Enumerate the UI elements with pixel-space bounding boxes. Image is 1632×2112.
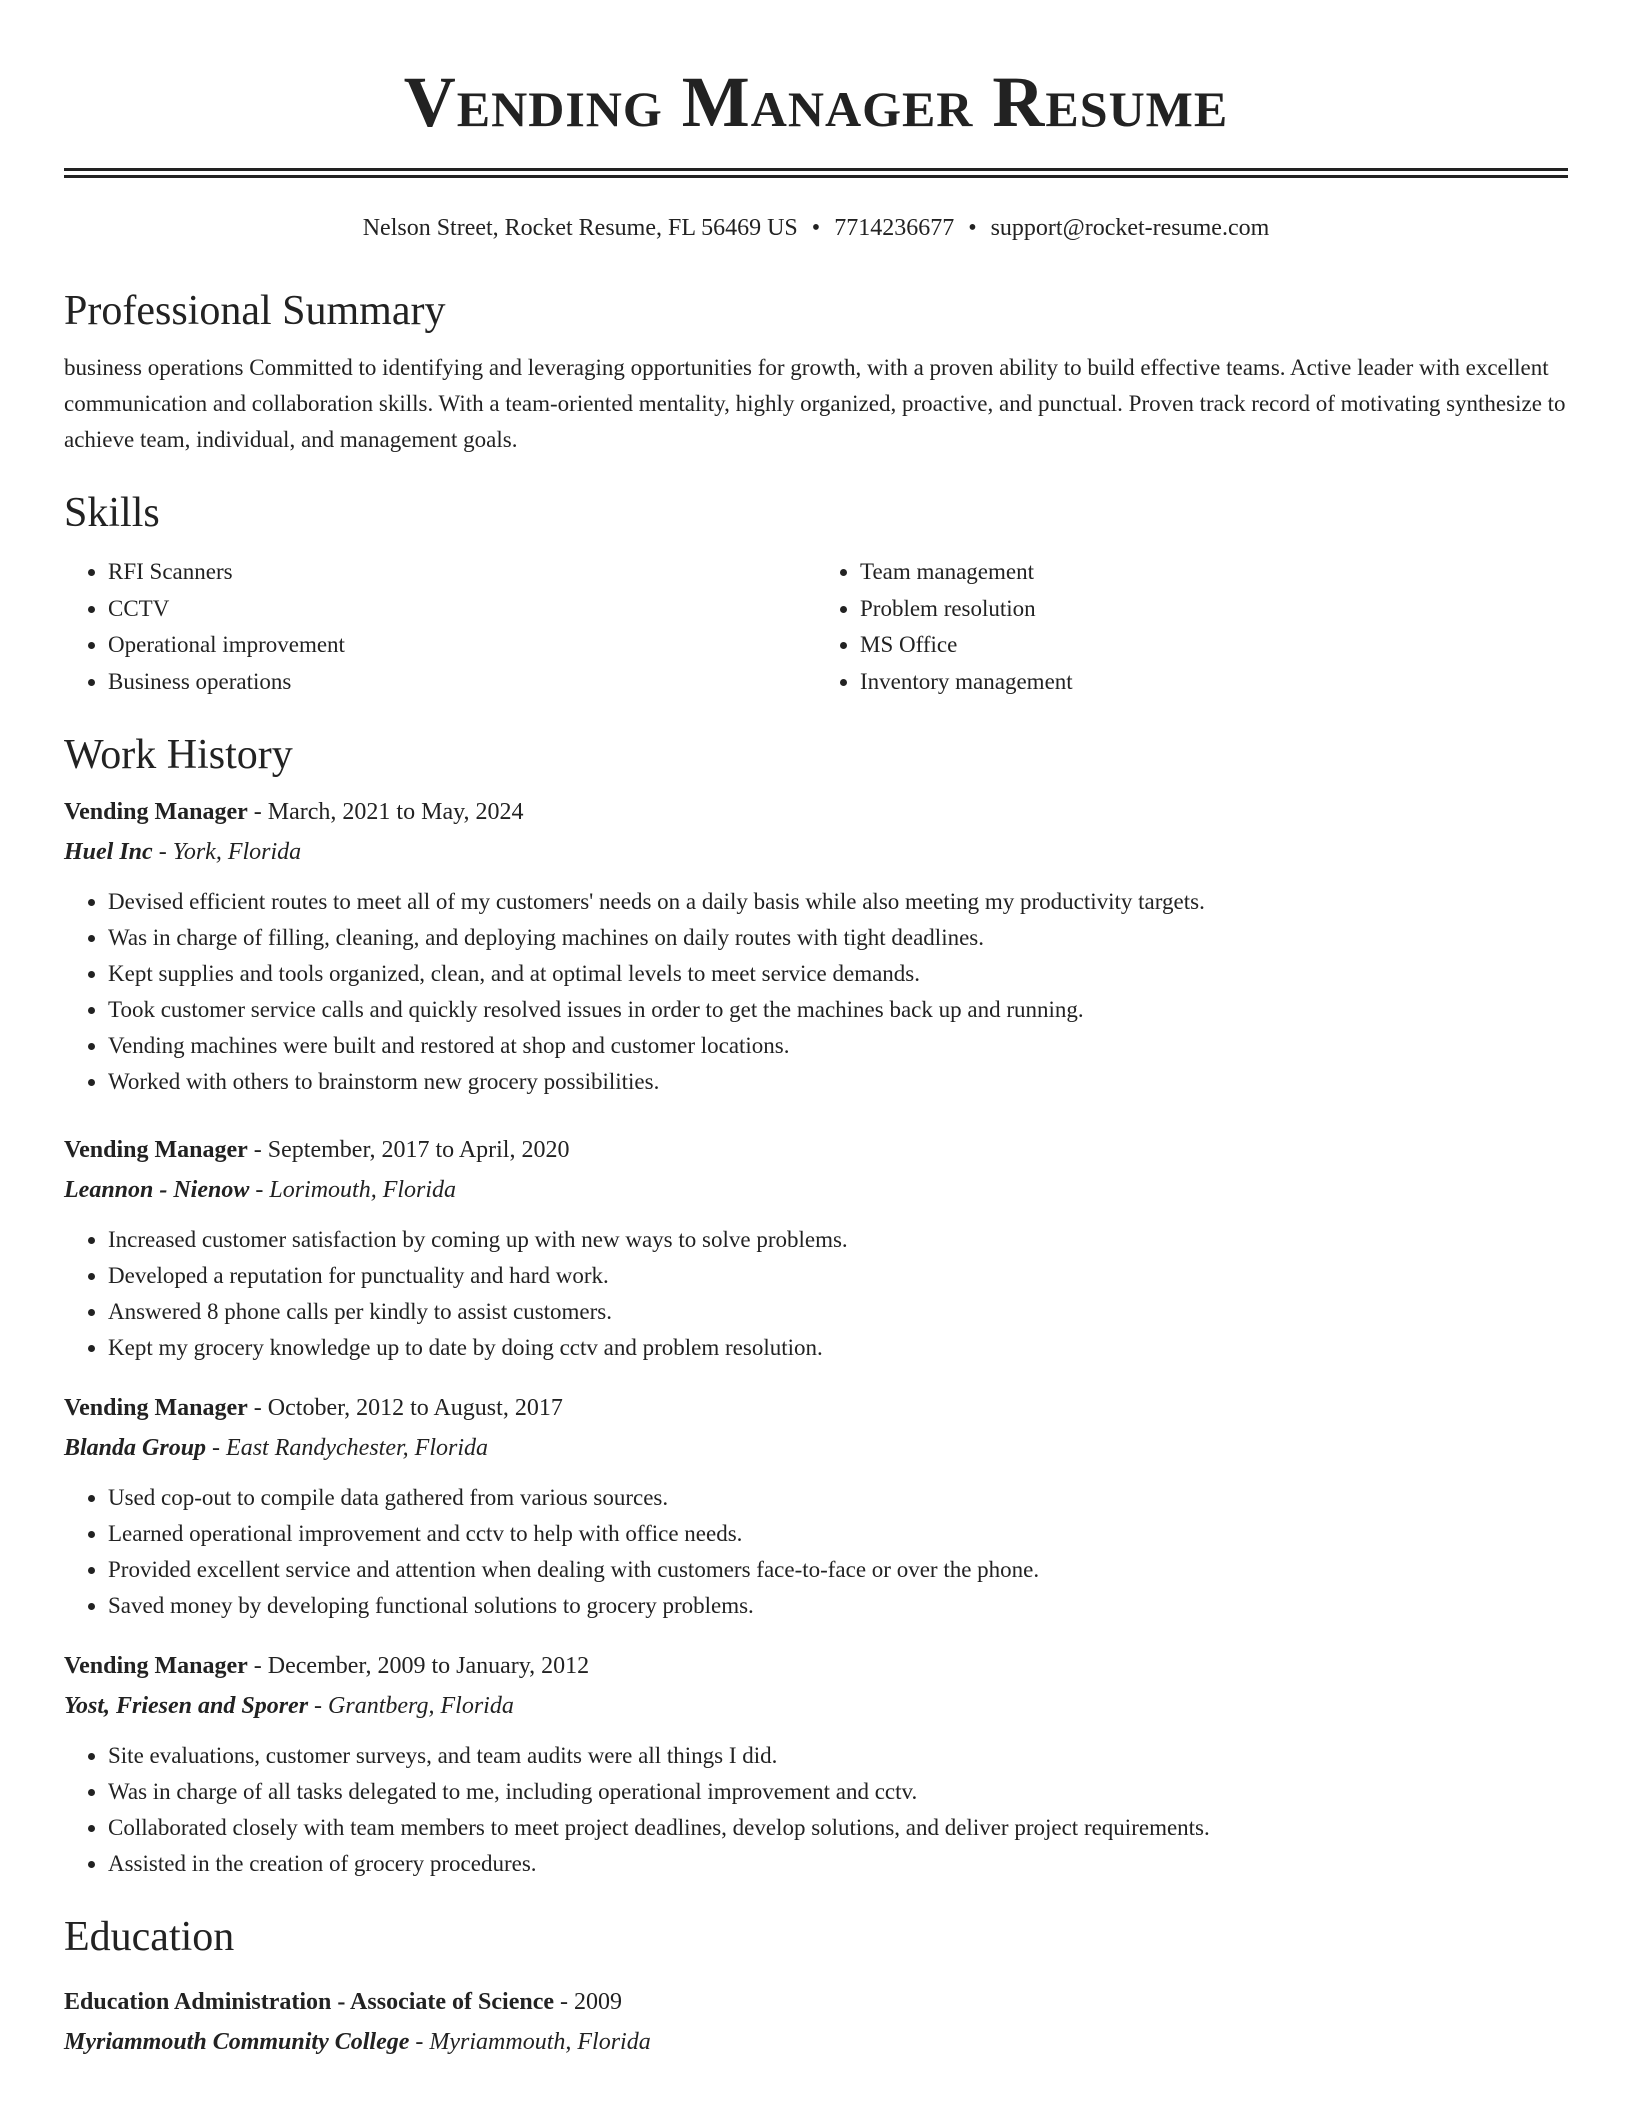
education-school: Myriammouth Community College (64, 2029, 410, 2055)
education-heading: Education (64, 1914, 235, 1960)
job-bullet: • Increased customer satisfaction by coming up with new ways to solve problems. (108, 1222, 1568, 1258)
job-bullet: • Site evaluations, customer surveys, and team audits were all things I did. (108, 1738, 1568, 1774)
summary-heading: Professional Summary (64, 288, 446, 334)
contact-email: support@rocket-resume.com (990, 215, 1270, 241)
contact-address: Nelson Street, Rocket Resume, FL 56469 US (362, 215, 798, 241)
job-entry (64, 1646, 1568, 1882)
job-entry (64, 792, 1568, 1100)
skill-item: • RFI Scanners (108, 554, 816, 591)
contact-separator: • (968, 215, 977, 241)
job-role: Vending Manager (64, 1395, 248, 1421)
job-bullet: • Took customer service calls and quickly resolved issues in order to get the machines back up and running. (108, 992, 1568, 1028)
education-year: 2009 (574, 1989, 622, 2015)
skills-heading: Skills (64, 490, 160, 536)
job-header: Vending Manager - October, 2012 to August, 2017 (64, 1395, 563, 1421)
job-bullet: • Vending machines were built and restored at shop and customer locations. (108, 1028, 1568, 1064)
skill-item: • MS Office (860, 627, 1568, 664)
skills-column-right (816, 554, 1568, 700)
summary-text: business operations Committed to identifying and leveraging opportunities for growth, with a proven ability to build effective teams. Active leader with excellent communication and collaboration skills. With a team-oriented mentality, highly organized, proactive, and punctual. Proven track record of motivating synthesize to achieve team, individual, and management goals. (64, 355, 1566, 452)
job-company: Huel Inc (64, 839, 153, 865)
skill-item: • CCTV (108, 591, 816, 628)
contact-phone: 7714236677 (834, 215, 955, 241)
job-role: Vending Manager (64, 799, 248, 825)
job-company-line: Huel Inc - York, Florida (64, 839, 302, 865)
job-bullet: • Devised efficient routes to meet all of my customers' needs on a daily basis while also meeting my productivity targets. (108, 884, 1568, 920)
job-company: Leannon - Nienow (64, 1177, 250, 1203)
skills-column-left (64, 554, 816, 700)
job-location: East Randychester, Florida (226, 1435, 489, 1461)
job-company-line: Yost, Friesen and Sporer - Grantberg, Florida (64, 1693, 514, 1719)
resume-title: Vending Manager Resume (403, 62, 1229, 142)
contact-line (64, 212, 1568, 244)
job-bullet: • Used cop-out to compile data gathered from various sources. (108, 1480, 1568, 1516)
job-header: Vending Manager - March, 2021 to May, 2024 (64, 799, 524, 825)
job-location: Lorimouth, Florida (269, 1177, 457, 1203)
job-role: Vending Manager (64, 1653, 248, 1679)
job-bullets (64, 1480, 1568, 1624)
job-entry (64, 1388, 1568, 1624)
job-header: Vending Manager - September, 2017 to April, 2020 (64, 1137, 570, 1163)
job-bullet: • Answered 8 phone calls per kindly to assist customers. (108, 1294, 1568, 1330)
education-header: Education Administration - Associate of Science - 2009 (64, 1989, 622, 2015)
job-bullets (64, 1738, 1568, 1882)
job-bullet: • Saved money by developing functional solutions to grocery problems. (108, 1588, 1568, 1624)
skill-item: • Operational improvement (108, 627, 816, 664)
job-bullet: • Worked with others to brainstorm new grocery possibilities. (108, 1064, 1568, 1100)
title-divider (64, 168, 1568, 178)
job-header: Vending Manager - December, 2009 to January, 2012 (64, 1653, 590, 1679)
job-bullet: • Kept my grocery knowledge up to date by doing cctv and problem resolution. (108, 1330, 1568, 1366)
job-company-line: Blanda Group - East Randychester, Florida (64, 1435, 489, 1461)
job-dates: October, 2012 to August, 2017 (267, 1395, 563, 1421)
job-location: York, Florida (172, 839, 302, 865)
job-bullet: • Assisted in the creation of grocery procedures. (108, 1846, 1568, 1882)
education-location: Myriammouth, Florida (429, 2029, 651, 2055)
job-company: Yost, Friesen and Sporer (64, 1693, 309, 1719)
job-dates: March, 2021 to May, 2024 (267, 799, 524, 825)
work-history-heading: Work History (64, 732, 293, 778)
job-bullet: • Collaborated closely with team members to meet project deadlines, develop solutions, and deliver project requirements. (108, 1810, 1568, 1846)
job-bullet: • Kept supplies and tools organized, clean, and at optimal levels to meet service demands. (108, 956, 1568, 992)
skill-item: • Business operations (108, 664, 816, 701)
contact-separator: • (811, 215, 821, 241)
job-location: Grantberg, Florida (328, 1693, 514, 1719)
education-school-line: Myriammouth Community College - Myriammouth, Florida (64, 2029, 651, 2055)
job-company-line: Leannon - Nienow - Lorimouth, Florida (64, 1177, 457, 1203)
job-company: Blanda Group (64, 1435, 207, 1461)
job-dates: December, 2009 to January, 2012 (267, 1653, 590, 1679)
job-bullet: • Developed a reputation for punctuality and hard work. (108, 1258, 1568, 1294)
job-role: Vending Manager (64, 1137, 248, 1163)
job-bullets (64, 884, 1568, 1100)
job-bullet: • Learned operational improvement and cctv to help with office needs. (108, 1516, 1568, 1552)
skill-item: • Problem resolution (860, 591, 1568, 628)
education-degree: Education Administration - Associate of Science (64, 1989, 554, 2015)
job-entry (64, 1130, 1568, 1366)
job-dates: September, 2017 to April, 2020 (267, 1137, 570, 1163)
job-bullet: • Was in charge of filling, cleaning, and deploying machines on daily routes with tight deadlines. (108, 920, 1568, 956)
skill-item: • Inventory management (860, 664, 1568, 701)
skill-item: • Team management (860, 554, 1568, 591)
job-bullets (64, 1222, 1568, 1366)
job-bullet: • Was in charge of all tasks delegated to me, including operational improvement and cctv. (108, 1774, 1568, 1810)
skills-list (64, 554, 1568, 700)
job-bullet: • Provided excellent service and attention when dealing with customers face-to-face or over the phone. (108, 1552, 1568, 1588)
